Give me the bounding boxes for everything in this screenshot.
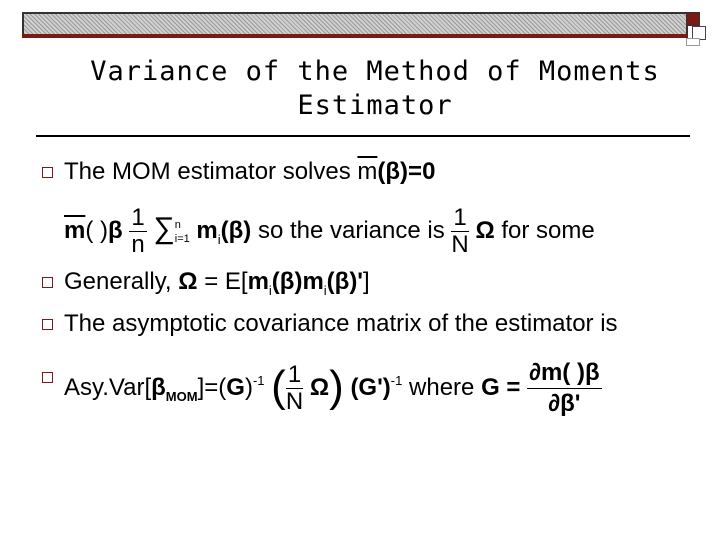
- corner-square-dark: [686, 12, 700, 26]
- corner-square-small: [686, 38, 700, 46]
- line5-omega: Ω: [309, 373, 330, 401]
- slide-title-line2: Estimator: [297, 90, 453, 121]
- line1-zero: 0: [422, 158, 436, 185]
- line2-m: $\overline{m}$: [64, 216, 86, 244]
- line5-inv: -1: [252, 372, 265, 388]
- line5-inv2: -1: [390, 372, 403, 388]
- line5-where: where: [402, 373, 482, 401]
- bullet-3: [42, 277, 53, 288]
- line5-g: G: [226, 373, 245, 401]
- line5-rparen: ): [329, 361, 344, 411]
- line2-sum-top: n: [174, 218, 181, 231]
- line5-close: ): [244, 373, 253, 401]
- line5-derivative: [527, 358, 602, 419]
- line3-b2: (β)': [326, 268, 364, 295]
- line2-omega: Ω: [475, 216, 495, 244]
- line5-frac-num: 1: [287, 361, 302, 388]
- line2-tail: so the variance is: [251, 216, 452, 244]
- line5-g2: (G'): [350, 373, 391, 401]
- line5-mom: MOM: [165, 388, 198, 404]
- line2-mi-beta: (β): [220, 216, 252, 244]
- bullet-line-1: [64, 158, 435, 186]
- line2-sum: ∑: [153, 211, 175, 245]
- line3-b1: (β): [271, 268, 303, 295]
- line2-frac2-den: N: [451, 231, 469, 258]
- header-rule: [22, 34, 688, 38]
- line5-geq: G =: [481, 373, 528, 401]
- line2-frac-num: 1: [131, 204, 145, 231]
- line5-asy: Asy.Var[: [64, 373, 152, 401]
- corner-decoration: [686, 12, 708, 48]
- line4-text: The asymptotic covariance matrix of the estimator is: [64, 310, 618, 337]
- line2-mi-sub: i: [217, 231, 221, 247]
- formula-line-2: [64, 205, 595, 258]
- line2-tail2: for some: [494, 216, 595, 244]
- bullet-5: [42, 372, 53, 383]
- line2-sum-bottom: i=1: [174, 232, 190, 245]
- line2-fraction-2: [451, 205, 468, 258]
- bullet-1: [42, 167, 53, 178]
- line2-sum-limits: [175, 218, 190, 246]
- line5-eq: ]=(: [197, 373, 227, 401]
- bullet-line-3: [64, 268, 370, 305]
- line2-beta: β: [108, 216, 123, 244]
- line3-m2: m: [302, 268, 324, 295]
- formula-line-5: [64, 358, 602, 419]
- line2-frac2-num: 1: [453, 204, 467, 231]
- title-underline: [36, 135, 690, 137]
- line1-mbar: $\overline{m}$: [357, 158, 378, 185]
- slide-title-line1: Variance of the Method of Moments: [90, 56, 660, 87]
- line3-sub1: i: [268, 283, 272, 298]
- header-band: [22, 12, 688, 36]
- line2-mi: m: [196, 216, 218, 244]
- line2-frac-den: n: [131, 231, 145, 258]
- line3-text: Generally,: [64, 268, 179, 295]
- line5-frac-den: N: [285, 388, 304, 415]
- line5-beta: β: [151, 373, 166, 401]
- line3-m1: m: [247, 268, 269, 295]
- line5-fraction: [286, 362, 303, 415]
- line3-omega: Ω: [178, 268, 198, 295]
- line1-text: The MOM estimator solves: [64, 158, 358, 185]
- line2-paren: ( ): [85, 216, 108, 244]
- line3-end: ]: [363, 268, 370, 295]
- line3-eq: = E[: [197, 268, 248, 295]
- bullet-4: [42, 319, 53, 330]
- line1-arg: (β)=: [377, 158, 423, 185]
- line3-sub2: i: [323, 283, 327, 298]
- bullet-line-4: [64, 310, 618, 338]
- line5-lparen: (: [271, 361, 286, 411]
- line5-d-num: ∂m( )β: [527, 358, 602, 389]
- line2-fraction: [129, 205, 146, 258]
- line5-d-den: ∂β': [548, 390, 581, 417]
